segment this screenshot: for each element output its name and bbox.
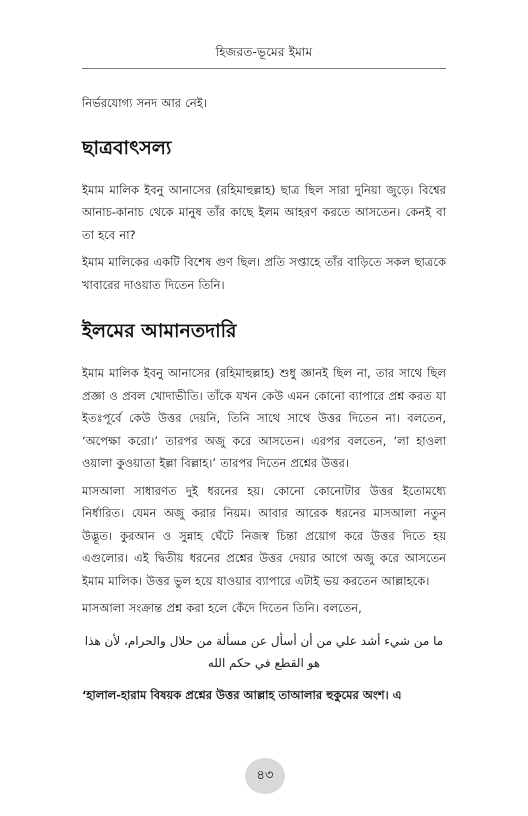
running-head-title: হিজরত-ভূমের ইমাম [215, 45, 313, 59]
arabic-quote: ما من شيء أشد علي من أن أسأل عن مسألة من حلال والحرام، لأن هذا هو القطع في حكم الله [84, 633, 444, 670]
section-1-paragraph-2: ইমাম মালিকের একটি বিশেষ গুণ ছিল। প্রতি সপ্তাহে তাঁর বাড়িতে সকল ছাত্রকে খাবারের দাওয়াত দিতেন তিনি। [82, 255, 446, 292]
page-number-badge: ৪৩ [245, 758, 285, 794]
section-2-paragraph-2: মাসআলা সাধারণত দুই ধরনের হয়। কোনো কোনোটার উত্তর ইতোমধ্যে নির্ধারিত। যেমন অজু করার নিয়ম। আবার আরেক ধরনের মাসআলা নতুন উদ্ভূত। কুরআন ও সুন্নাহ ঘেঁটে নিজস্ব চিন্তা প্রয়োগ করে উত্তর দিতে হয় এগুলোর। এই দ্বিতীয় ধরনের প্রশ্নের উত্তর দেয়ার আগে অজু করে আসতেন ইমাম মালিক। উত্তর ভুল হয়ে যাওয়ার ব্যাপারে এটাই ভয় করতেন আল্লাহকে। [82, 483, 446, 588]
quote-translation: ‘হালাল-হারাম বিষয়ক প্রশ্নের উত্তর আল্লাহ তাআলার হুকুমের অংশ। এ [82, 687, 402, 702]
section-2-paragraph-1: ইমাম মালিক ইবনু আনাসের (রহিমাহুল্লাহ) শুধু জ্ঞানই ছিল না, তার সাথে ছিল প্রজ্ঞা ও প্রবল খোদাভীতি। তাঁকে যখন কেউ এমন কোনো ব্যাপারে প্রশ্ন করত যা ইতঃপূর্বে কেউ উত্তর দেয়নি, তিনি সাথে সাথে উত্তর দিতেন না। বলতেন, ‘অপেক্ষা করো।’ তারপর অজু করে আসতেন। এরপর বলতেন, ‘লা হাওলা ওয়ালা কুওয়াতা ইল্লা বিল্লাহ।’ তারপর দিতেন প্রশ্নের উত্তর। [82, 366, 446, 470]
intro-line: নির্ভরযোগ্য সনদ আর নেই। [82, 96, 207, 110]
section-1-paragraph-1: ইমাম মালিক ইবনু আনাসের (রহিমাহুল্লাহ) ছাত্র ছিল সারা দুনিয়া জুড়ে। বিশ্বের আনাচ-কানাচ থেকে মানুষ তাঁর কাছে ইলম আহরণ করতে আসতেন। কেনই বা তা হবে না? [82, 182, 446, 242]
section-heading-chhatrabatsalya: ছাত্রবাৎসল্য [82, 136, 172, 159]
section-heading-ilmer-amanatdari: ইলমের আমানতদারি [82, 320, 237, 342]
section-2-paragraph-3: মাসআলা সংক্রান্ত প্রশ্ন করা হলে কেঁদে দিতেন তিনি। বলতেন, [82, 601, 362, 615]
page-content [82, 92, 446, 706]
header-divider [82, 68, 446, 69]
